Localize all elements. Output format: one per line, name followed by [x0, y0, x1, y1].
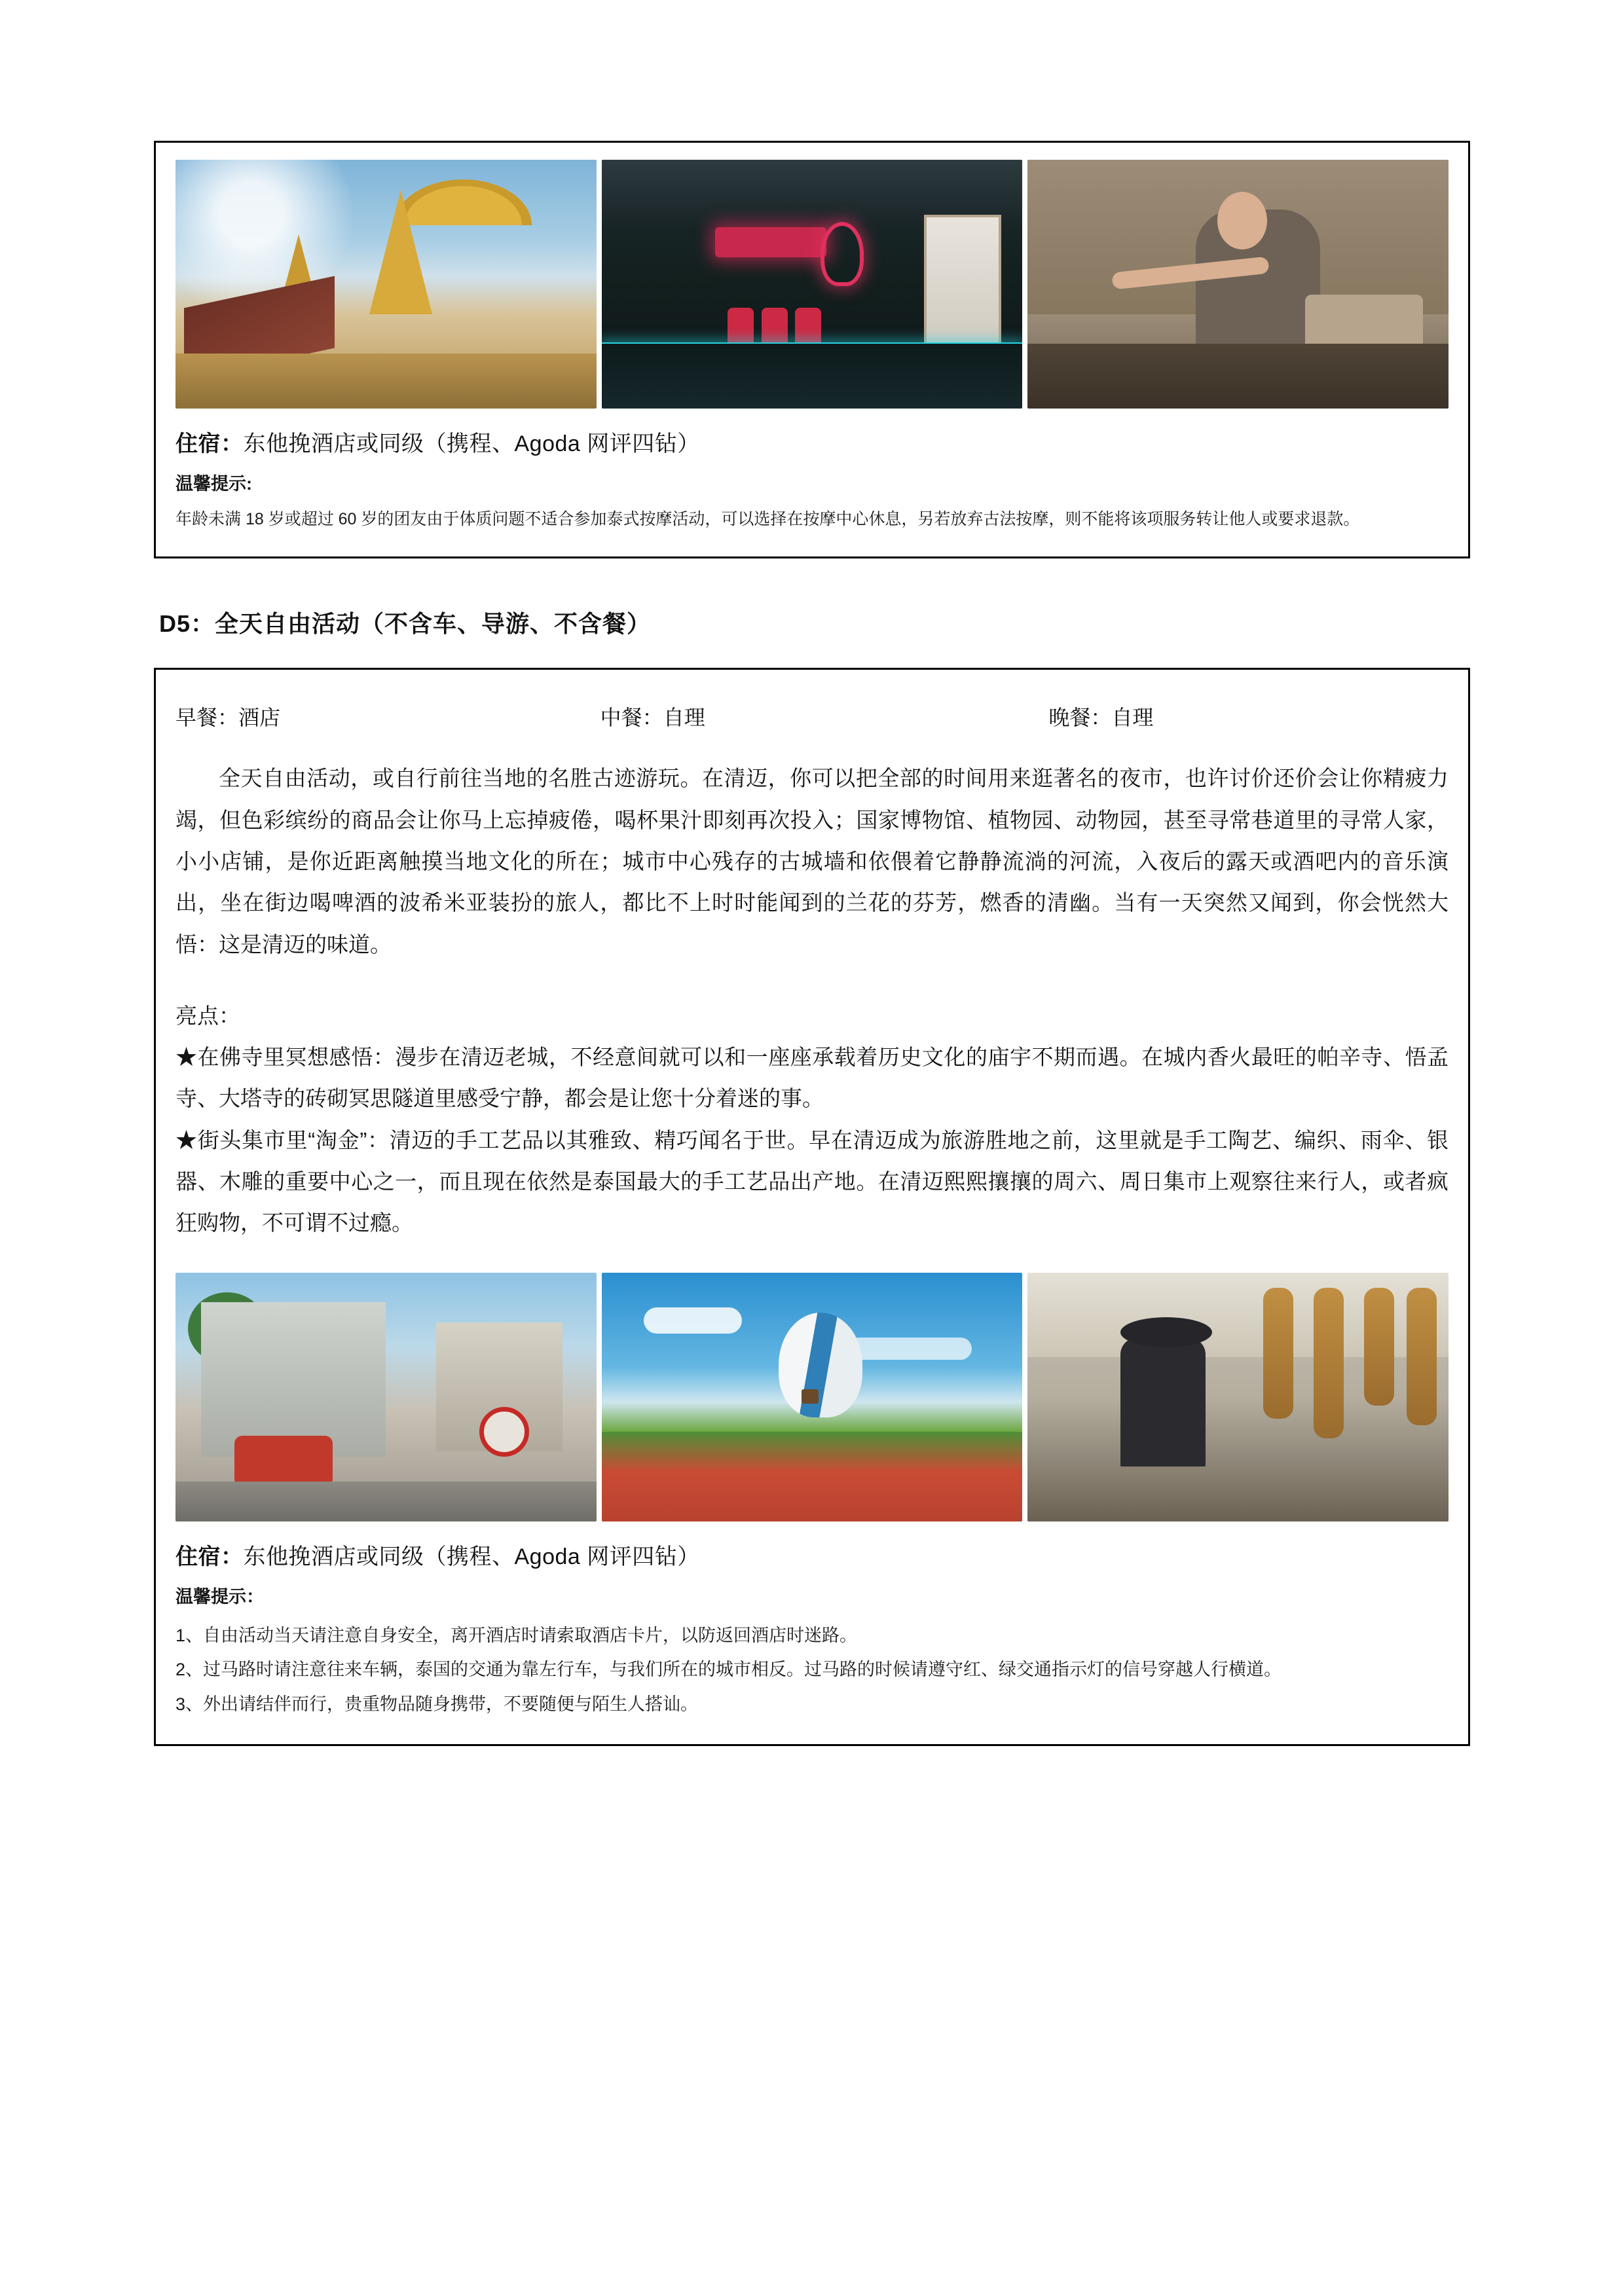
tips-item-3: 3、外出请结伴而行，贵重物品随身携带，不要随便与陌生人搭讪。 [175, 1694, 699, 1715]
photo-street-market [175, 1273, 597, 1522]
tips-text-d4: 年龄未满 18 岁或超过 60 岁的团友由于体质问题不适合参加泰式按摩活动，可以选择在按摩中心休息，另若放弃古法按摩，则不能将该项服务转让他人或要求退款。 [175, 510, 1360, 528]
day-title-d5: D5：全天自由活动（不含车、导游、不含餐） [159, 610, 652, 638]
meal-lunch [576, 701, 1001, 731]
lodging-label: 住宿： [175, 431, 244, 456]
tips-body-d4 [175, 504, 1449, 534]
photo-hot-air-balloon [602, 1273, 1023, 1522]
meal-dinner-value: 自理 [1111, 706, 1154, 730]
tips-list-d5 [175, 1618, 1449, 1722]
meal-dinner-label: 晚餐： [1048, 706, 1112, 730]
photo-temple [175, 160, 597, 409]
tips-label-d4: 温馨提示: [175, 474, 252, 494]
image-strip-d5 [175, 1273, 1449, 1522]
meal-row [175, 701, 1449, 731]
highlights-label: 亮点： [175, 1004, 240, 1029]
image-strip-d4 [175, 160, 1449, 409]
section-d5 [154, 668, 1470, 1746]
photo-massage [1027, 160, 1449, 409]
intro-paragraph: 全天自由活动，或自行前往当地的名胜古迹游玩。在清迈，你可以把全部的时间用来逛著名的夜市，也许讨价还价会让你精疲力竭，但色彩缤纷的商品会让你马上忘掉疲倦，喝杯果汁即刻再次投入；国家博物馆、植物园、动物园，甚至寻常巷道里的寻常人家，小小店铺，是你近距离触摸当地文化的所在；城市中心残存的古城墙和依偎着它静静流淌的河流，入夜后的露天或酒吧内的音乐演出，坐在街边喝啤酒的波希米亚装扮的旅人，都比不上时时能闻到的兰花的芬芳，燃香的清幽。当有一天突然又闻到，你会恍然大悟：这是清迈的味道。 [175, 766, 1449, 957]
meal-breakfast-label: 早餐： [175, 706, 239, 730]
lodging-value: 东他挽酒店或同级（携程、Agoda 网评四钻） [243, 1544, 700, 1569]
photo-bar [602, 160, 1023, 409]
lodging-value: 东他挽酒店或同级（携程、Agoda 网评四钻） [243, 431, 700, 456]
section-d4-tail [154, 141, 1470, 558]
meal-lunch-value: 自理 [663, 706, 705, 730]
photo-giraffe-park [1027, 1273, 1449, 1522]
lodging-line-d5 [175, 1539, 1449, 1571]
tips-label-d5: 温馨提示： [175, 1586, 264, 1607]
tips-item-1: 1、自由活动当天请注意自身安全，离开酒店时请索取酒店卡片，以防返回酒店时迷路。 [175, 1625, 858, 1645]
lodging-line-d4 [175, 426, 1449, 458]
meal-breakfast-value: 酒店 [238, 706, 281, 730]
meal-breakfast [175, 701, 576, 731]
lodging-label: 住宿： [175, 1544, 244, 1569]
highlight-item-2: ★街头集市里“淘金”：清迈的手工艺品以其雅致、精巧闻名于世。早在清迈成为旅游胜地之前，这里就是手工陶艺、编织、雨伞、银器、木雕的重要中心之一，而且现在依然是泰国最大的手工艺品出产地。在清迈熙熙攘攘的周六、周日集市上观察往来行人，或者疯狂购物，不可谓不过瘾。 [175, 1127, 1449, 1235]
meal-lunch-label: 中餐： [600, 706, 663, 730]
tips-item-2: 2、过马路时请注意往来车辆，泰国的交通为靠左行车，与我们所在的城市相反。过马路的时候请遵守红、绿交通指示灯的信号穿越人行横道。 [175, 1660, 1282, 1680]
meal-dinner [1000, 701, 1449, 731]
highlight-item-1: ★在佛寺里冥想感悟：漫步在清迈老城，不经意间就可以和一座座承载着历史文化的庙宇不期而遇。在城内香火最旺的帕辛寺、悟孟寺、大塔寺的砖砌冥思隧道里感受宁静，都会是让您十分着迷的事。 [175, 1045, 1449, 1111]
